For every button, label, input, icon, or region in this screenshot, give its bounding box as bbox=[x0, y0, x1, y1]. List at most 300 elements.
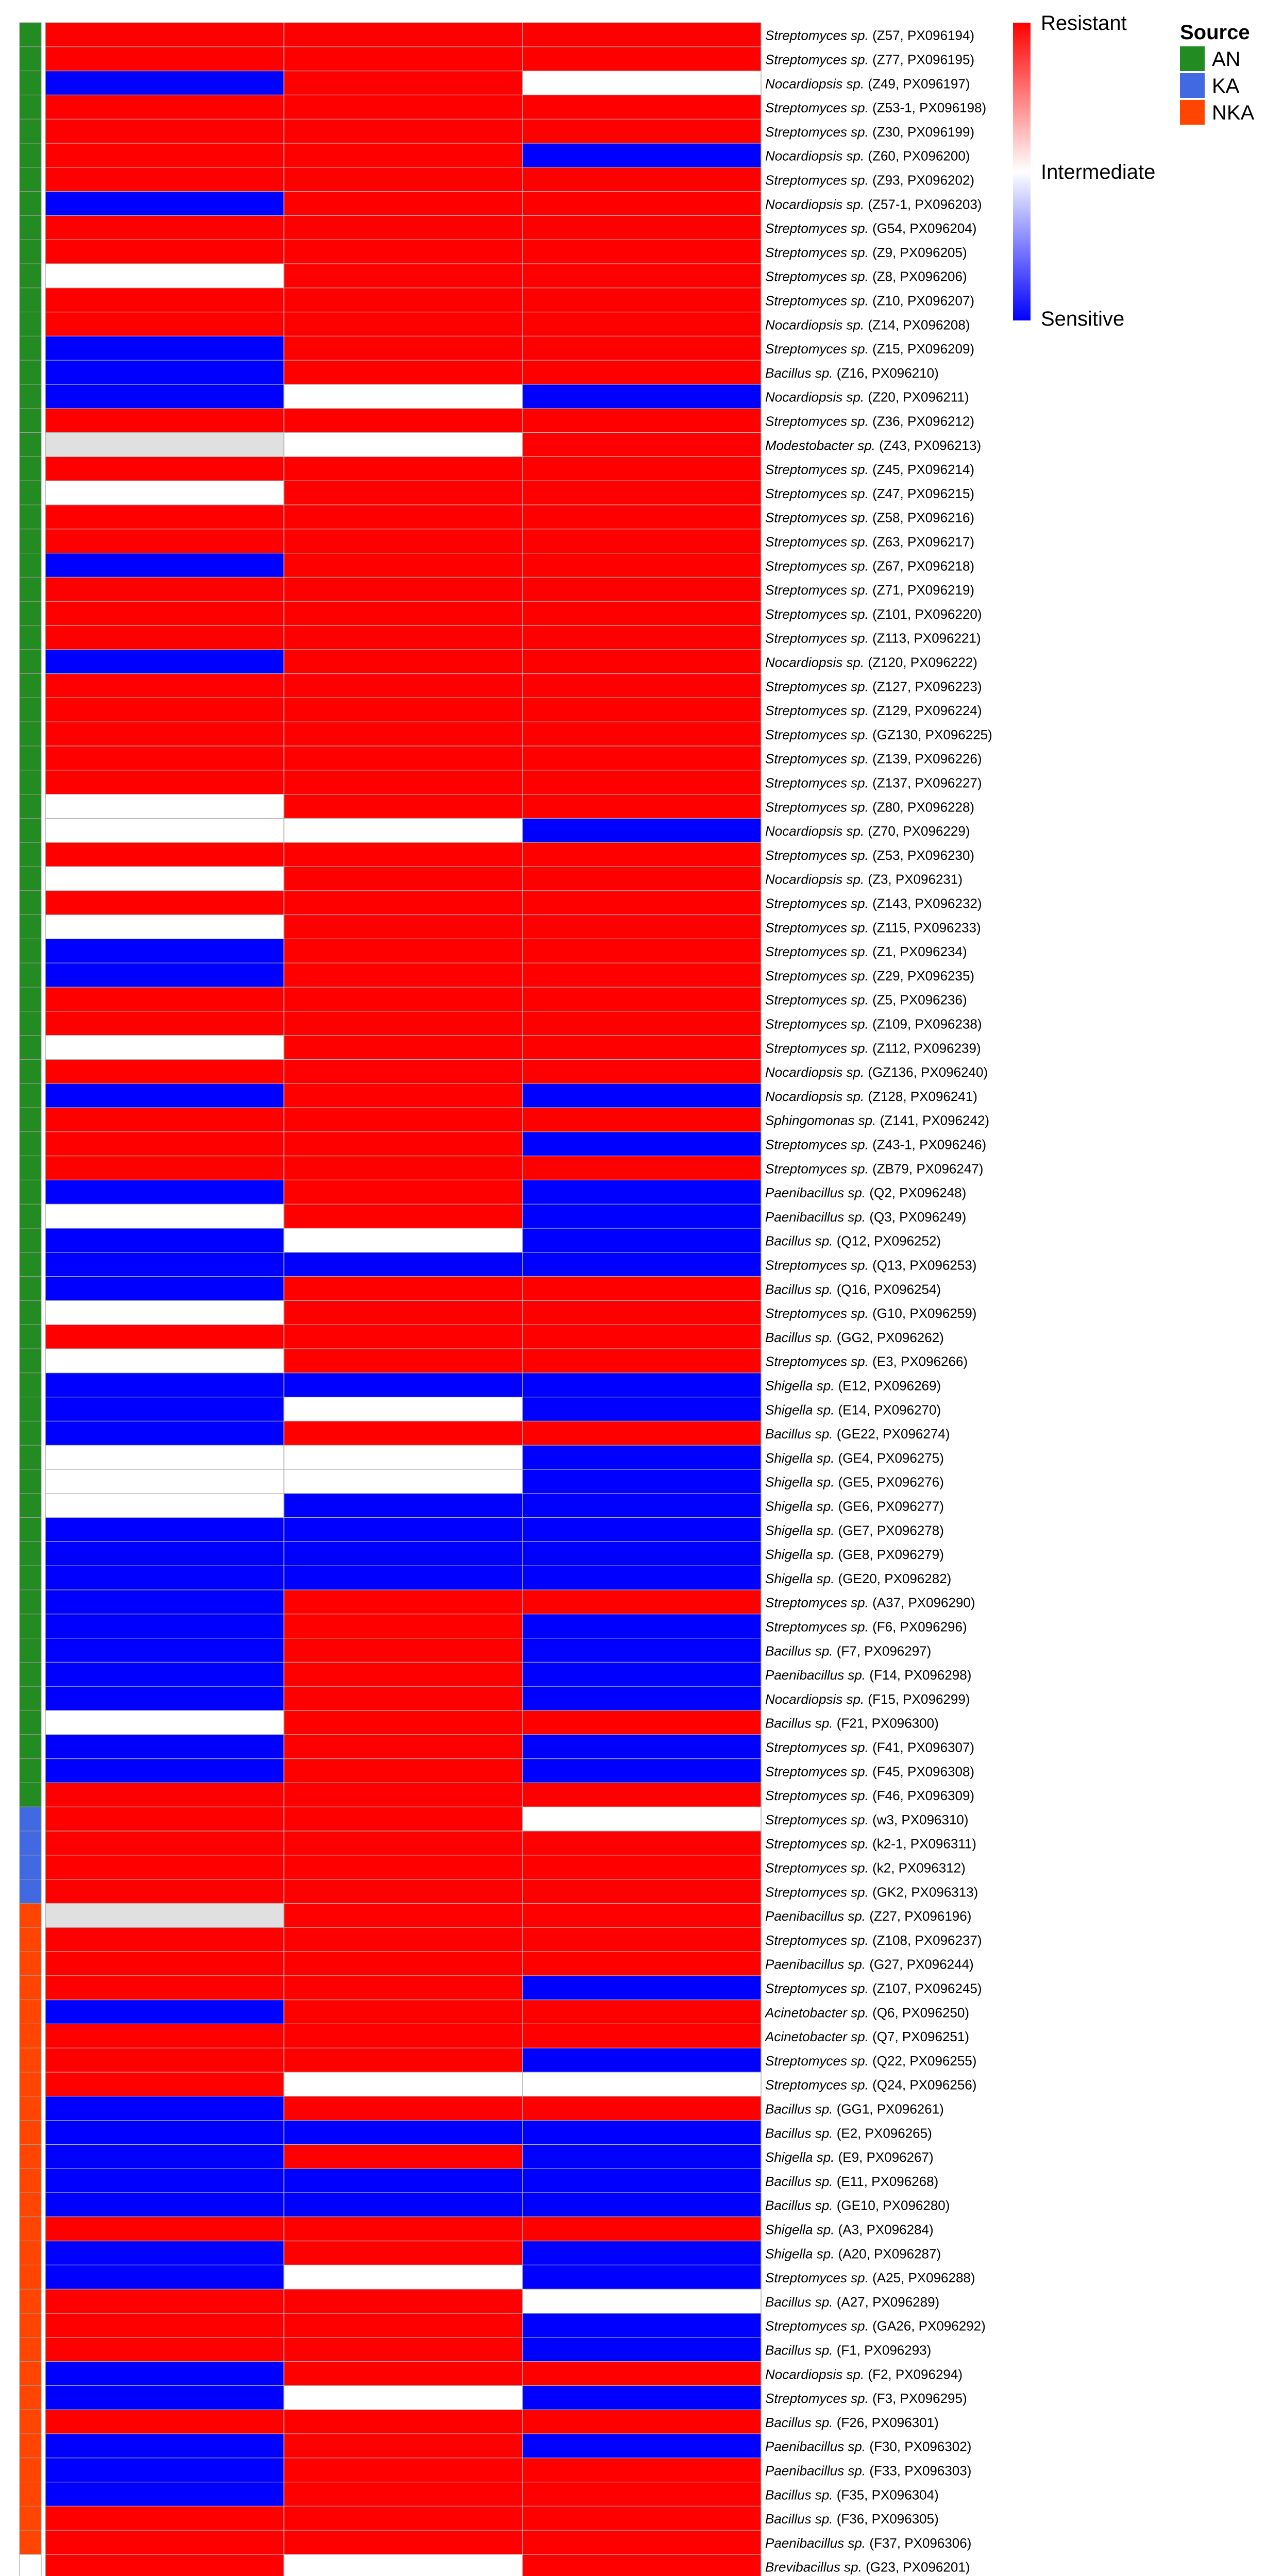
heatmap-cell bbox=[45, 47, 284, 71]
heatmap-cell bbox=[45, 746, 284, 770]
source-cell bbox=[20, 2289, 41, 2313]
heatmap-cell bbox=[284, 698, 522, 722]
heatmap-cell bbox=[284, 650, 522, 674]
heatmap-cell bbox=[284, 1927, 522, 1952]
heatmap-cell bbox=[284, 2554, 522, 2576]
heatmap-cell bbox=[522, 1662, 761, 1686]
source-cell bbox=[20, 529, 41, 553]
heatmap-cell bbox=[284, 47, 522, 71]
legend-swatch-ka bbox=[1180, 73, 1205, 98]
heatmap-cell bbox=[284, 674, 522, 698]
heatmap-cell bbox=[522, 939, 761, 963]
row-label: Bacillus sp. (GE10, PX096280) bbox=[765, 2197, 950, 2213]
row-label: Streptomyces sp. (Z47, PX096215) bbox=[765, 485, 975, 501]
heatmap-cell bbox=[45, 1807, 284, 1831]
heatmap-cell bbox=[284, 1541, 522, 1566]
heatmap-cell bbox=[284, 842, 522, 867]
heatmap-cell bbox=[45, 842, 284, 867]
row-label: Streptomyces sp. (Z53-1, PX096198) bbox=[765, 100, 987, 116]
heatmap-cell bbox=[522, 95, 761, 119]
heatmap-cell bbox=[284, 601, 522, 625]
source-cell bbox=[20, 939, 41, 963]
source-cell bbox=[20, 577, 41, 601]
heatmap-cell bbox=[45, 818, 284, 842]
source-cell bbox=[20, 1277, 41, 1301]
heatmap-cell bbox=[284, 577, 522, 601]
heatmap-cell bbox=[45, 2313, 284, 2337]
heatmap-cell bbox=[45, 409, 284, 433]
source-cell bbox=[20, 2313, 41, 2337]
heatmap-cell bbox=[522, 915, 761, 939]
heatmap-cell bbox=[45, 1638, 284, 1663]
source-cell bbox=[20, 987, 41, 1011]
heatmap-cell bbox=[522, 1566, 761, 1590]
heatmap-cell bbox=[522, 71, 761, 95]
source-cell bbox=[20, 71, 41, 95]
row-label: Bacillus sp. (F36, PX096305) bbox=[765, 2511, 939, 2527]
heatmap-cell bbox=[284, 312, 522, 336]
color-legend-bar bbox=[1013, 23, 1031, 320]
heatmap-cell bbox=[522, 1614, 761, 1638]
heatmap-cell bbox=[45, 2144, 284, 2168]
row-label: Streptomyces sp. (F46, PX096309) bbox=[765, 1788, 975, 1804]
heatmap-cell bbox=[284, 625, 522, 650]
heatmap-cell bbox=[284, 240, 522, 264]
row-label: Paenibacillus sp. (Q2, PX096248) bbox=[765, 1185, 967, 1201]
row-label: Shigella sp. (E9, PX096267) bbox=[765, 2149, 934, 2165]
heatmap-cell bbox=[522, 240, 761, 264]
row-label: Streptomyces sp. (Z143, PX096232) bbox=[765, 895, 982, 911]
row-label: Streptomyces sp. (F3, PX096295) bbox=[765, 2391, 967, 2406]
heatmap-cell bbox=[284, 2482, 522, 2506]
heatmap-cell bbox=[522, 2313, 761, 2337]
heatmap-cell bbox=[522, 577, 761, 601]
row-label: Streptomyces sp. (Z67, PX096218) bbox=[765, 558, 975, 574]
heatmap-cell bbox=[45, 481, 284, 505]
source-cell bbox=[20, 2337, 41, 2362]
heatmap-cell bbox=[284, 1952, 522, 1976]
heatmap-cell bbox=[284, 2434, 522, 2458]
source-cell bbox=[20, 264, 41, 288]
heatmap-cell bbox=[45, 1686, 284, 1710]
row-label: Bacillus sp. (GG1, PX096261) bbox=[765, 2101, 944, 2117]
heatmap-cell bbox=[522, 1204, 761, 1228]
row-label: Streptomyces sp. (Z53, PX096230) bbox=[765, 847, 975, 863]
source-cell bbox=[20, 336, 41, 360]
source-cell bbox=[20, 2072, 41, 2096]
heatmap-cell bbox=[522, 601, 761, 625]
row-label: Bacillus sp. (Q16, PX096254) bbox=[765, 1281, 941, 1297]
heatmap-cell bbox=[284, 891, 522, 915]
source-cell bbox=[20, 1710, 41, 1735]
heatmap-cell bbox=[45, 192, 284, 216]
heatmap-cell bbox=[522, 192, 761, 216]
heatmap-cell bbox=[284, 1638, 522, 1663]
heatmap-cell bbox=[284, 143, 522, 167]
heatmap-cell bbox=[284, 119, 522, 143]
heatmap-cell bbox=[522, 867, 761, 891]
heatmap-cell bbox=[522, 1759, 761, 1783]
row-label: Streptomyces sp. (Z43-1, PX096246) bbox=[765, 1137, 987, 1153]
heatmap-cell bbox=[45, 1662, 284, 1686]
legend-sensitive-label: Sensitive bbox=[1041, 308, 1125, 330]
heatmap-cell bbox=[284, 23, 522, 47]
row-label: Streptomyces sp. (Z63, PX096217) bbox=[765, 534, 975, 550]
source-cell bbox=[20, 2434, 41, 2458]
row-label: Shigella sp. (E14, PX096270) bbox=[765, 1402, 941, 1418]
heatmap-cell bbox=[45, 167, 284, 192]
heatmap-cell bbox=[522, 674, 761, 698]
source-cell bbox=[20, 1059, 41, 1083]
legend-intermediate-label: Intermediate bbox=[1041, 161, 1156, 183]
heatmap-cell bbox=[284, 1373, 522, 1397]
heatmap-cell bbox=[284, 1277, 522, 1301]
heatmap-cell bbox=[284, 2121, 522, 2145]
legend-nka-label: NKA bbox=[1212, 101, 1255, 124]
heatmap-cell bbox=[522, 1879, 761, 1904]
heatmap-cell bbox=[284, 1855, 522, 1879]
heatmap-cell bbox=[522, 1541, 761, 1566]
heatmap-cell bbox=[522, 2024, 761, 2048]
row-label: Bacillus sp. (Z16, PX096210) bbox=[765, 365, 939, 381]
legend-resistant-label: Resistant bbox=[1041, 12, 1127, 35]
heatmap-cell bbox=[45, 770, 284, 794]
heatmap-cell bbox=[522, 1373, 761, 1397]
heatmap-cell bbox=[522, 722, 761, 746]
heatmap-cell bbox=[522, 433, 761, 457]
heatmap-cell bbox=[45, 2121, 284, 2145]
heatmap-cell bbox=[522, 360, 761, 384]
source-cell bbox=[20, 1686, 41, 1710]
row-label: Streptomyces sp. (Z80, PX096228) bbox=[765, 799, 975, 815]
heatmap-cell bbox=[284, 1759, 522, 1783]
row-label: Streptomyces sp. (Z109, PX096238) bbox=[765, 1016, 982, 1032]
heatmap-cell bbox=[284, 1132, 522, 1156]
source-cell bbox=[20, 625, 41, 650]
row-label: Shigella sp. (GE4, PX096275) bbox=[765, 1450, 944, 1466]
row-label: Streptomyces sp. (Z5, PX096236) bbox=[765, 992, 967, 1008]
source-cell bbox=[20, 1036, 41, 1060]
heatmap-cell bbox=[522, 1638, 761, 1663]
heatmap-cell bbox=[45, 2410, 284, 2434]
row-label: Streptomyces sp. (Z93, PX096202) bbox=[765, 172, 975, 188]
heatmap-cell bbox=[522, 2265, 761, 2289]
heatmap-cell bbox=[45, 1831, 284, 1855]
heatmap-cell bbox=[45, 1421, 284, 1445]
heatmap-cell bbox=[522, 1349, 761, 1373]
heatmap-cell bbox=[522, 47, 761, 71]
heatmap-cell bbox=[45, 2458, 284, 2482]
heatmap-cell bbox=[284, 2530, 522, 2554]
source-cell bbox=[20, 384, 41, 409]
source-cell bbox=[20, 1807, 41, 1831]
row-label: Streptomyces sp. (Z29, PX096235) bbox=[765, 968, 975, 984]
row-label: Bacillus sp. (Q12, PX096252) bbox=[765, 1233, 941, 1249]
heatmap-cell bbox=[522, 2048, 761, 2072]
source-cell bbox=[20, 2193, 41, 2217]
heatmap-cell bbox=[45, 384, 284, 409]
heatmap-cell bbox=[45, 1469, 284, 1494]
heatmap-cell bbox=[284, 1011, 522, 1036]
source-cell bbox=[20, 2265, 41, 2289]
heatmap-cell bbox=[522, 1036, 761, 1060]
heatmap-cell bbox=[522, 505, 761, 529]
row-label: Streptomyces sp. (Z129, PX096224) bbox=[765, 703, 982, 719]
heatmap-cell bbox=[45, 2193, 284, 2217]
source-cell bbox=[20, 1638, 41, 1663]
heatmap-cell bbox=[45, 987, 284, 1011]
row-label: Streptomyces sp. (F6, PX096296) bbox=[765, 1619, 967, 1635]
heatmap-cell bbox=[45, 360, 284, 384]
heatmap-cell bbox=[522, 1132, 761, 1156]
heatmap-cell bbox=[45, 1204, 284, 1228]
row-label: Shigella sp. (GE6, PX096277) bbox=[765, 1498, 944, 1514]
source-cell bbox=[20, 2217, 41, 2241]
heatmap-cell bbox=[45, 95, 284, 119]
heatmap-cell bbox=[284, 1445, 522, 1469]
heatmap-cell bbox=[284, 2458, 522, 2482]
heatmap-cell bbox=[45, 1325, 284, 1349]
heatmap-cell bbox=[522, 1590, 761, 1614]
source-cell bbox=[20, 119, 41, 143]
source-cell bbox=[20, 818, 41, 842]
color-legend bbox=[1013, 12, 1155, 330]
heatmap-cell bbox=[522, 1735, 761, 1759]
heatmap-cell bbox=[45, 1735, 284, 1759]
source-cell bbox=[20, 505, 41, 529]
heatmap-cell bbox=[45, 2000, 284, 2024]
heatmap-cell bbox=[45, 215, 284, 240]
heatmap-cell bbox=[284, 360, 522, 384]
heatmap-cell bbox=[284, 1421, 522, 1445]
heatmap-cell bbox=[284, 1903, 522, 1927]
heatmap-cell bbox=[284, 505, 522, 529]
heatmap-cell bbox=[45, 2241, 284, 2265]
heatmap-cell bbox=[284, 1614, 522, 1638]
heatmap-cell bbox=[45, 1879, 284, 1904]
heatmap-cell bbox=[45, 1011, 284, 1036]
source-cell bbox=[20, 143, 41, 167]
row-label: Shigella sp. (A20, PX096287) bbox=[765, 2246, 941, 2262]
row-label: Shigella sp. (E12, PX096269) bbox=[765, 1378, 941, 1394]
heatmap-cell bbox=[284, 336, 522, 360]
heatmap-cell bbox=[522, 963, 761, 987]
row-label: Modestobacter sp. (Z43, PX096213) bbox=[765, 437, 982, 453]
heatmap-cell bbox=[284, 264, 522, 288]
heatmap-cell bbox=[284, 1325, 522, 1349]
source-cell bbox=[20, 2241, 41, 2265]
source-cell bbox=[20, 1011, 41, 1036]
heatmap-cell bbox=[45, 23, 284, 47]
source-cell bbox=[20, 1325, 41, 1349]
heatmap-cell bbox=[522, 456, 761, 481]
source-cell bbox=[20, 1180, 41, 1204]
heatmap-cell bbox=[284, 818, 522, 842]
heatmap-cell bbox=[45, 1903, 284, 1927]
row-label: Streptomyces sp. (Q22, PX096255) bbox=[765, 2053, 977, 2069]
heatmap-cell bbox=[522, 167, 761, 192]
heatmap-cell bbox=[284, 1300, 522, 1325]
source-cell bbox=[20, 2482, 41, 2506]
heatmap-cell bbox=[45, 915, 284, 939]
heatmap-cell bbox=[45, 2048, 284, 2072]
heatmap-cell bbox=[45, 1300, 284, 1325]
heatmap-cell bbox=[284, 409, 522, 433]
heatmap-cell bbox=[522, 1783, 761, 1807]
source-cell bbox=[20, 1783, 41, 1807]
source-cell bbox=[20, 2096, 41, 2121]
row-label: Bacillus sp. (F7, PX096297) bbox=[765, 1643, 932, 1659]
heatmap-cell bbox=[284, 2313, 522, 2337]
heatmap-cell bbox=[522, 1952, 761, 1976]
heatmap-cell bbox=[45, 2289, 284, 2313]
heatmap-cell bbox=[284, 939, 522, 963]
heatmap-cell bbox=[45, 2096, 284, 2121]
heatmap-cell bbox=[522, 1059, 761, 1083]
heatmap-cell bbox=[522, 987, 761, 1011]
heatmap-cell bbox=[45, 2506, 284, 2530]
heatmap-cell bbox=[45, 456, 284, 481]
row-label: Acinetobacter sp. (Q6, PX096250) bbox=[765, 2005, 970, 2021]
source-cell bbox=[20, 601, 41, 625]
heatmap-cell bbox=[45, 698, 284, 722]
row-label: Streptomyces sp. (Q13, PX096253) bbox=[765, 1257, 977, 1273]
heatmap-cell bbox=[45, 1445, 284, 1469]
heatmap-cell bbox=[522, 1494, 761, 1518]
heatmap-cell bbox=[45, 1952, 284, 1976]
source-cell bbox=[20, 481, 41, 505]
row-label: Streptomyces sp. (Z71, PX096219) bbox=[765, 582, 975, 598]
heatmap-cell bbox=[522, 842, 761, 867]
heatmap-cell bbox=[45, 867, 284, 891]
source-cell bbox=[20, 1204, 41, 1228]
source-cell bbox=[20, 1662, 41, 1686]
heatmap-cell bbox=[284, 1469, 522, 1494]
heatmap-cell bbox=[522, 1325, 761, 1349]
row-label: Streptomyces sp. (Q24, PX096256) bbox=[765, 2077, 977, 2093]
heatmap-cell bbox=[284, 95, 522, 119]
heatmap-cell bbox=[45, 264, 284, 288]
heatmap-cell bbox=[45, 1228, 284, 1252]
heatmap-cell bbox=[284, 915, 522, 939]
legend-an-label: AN bbox=[1212, 48, 1241, 71]
source-cell bbox=[20, 746, 41, 770]
heatmap-cell bbox=[45, 336, 284, 360]
source-cell bbox=[20, 1228, 41, 1252]
heatmap-cell bbox=[45, 577, 284, 601]
heatmap-cell bbox=[284, 2362, 522, 2386]
heatmap-cell bbox=[522, 1108, 761, 1132]
source-cell bbox=[20, 312, 41, 336]
row-label: Streptomyces sp. (Z113, PX096221) bbox=[765, 630, 981, 646]
source-cell bbox=[20, 167, 41, 192]
heatmap-cell bbox=[45, 722, 284, 746]
heatmap-cell bbox=[284, 1036, 522, 1060]
heatmap-cell bbox=[45, 240, 284, 264]
source-cell bbox=[20, 2048, 41, 2072]
heatmap-cell bbox=[522, 1831, 761, 1855]
source-cell bbox=[20, 891, 41, 915]
heatmap-cell bbox=[522, 2458, 761, 2482]
row-label: Streptomyces sp. (Z101, PX096220) bbox=[765, 606, 982, 622]
row-label: Streptomyces sp. (Z30, PX096199) bbox=[765, 124, 975, 140]
heatmap-cell bbox=[522, 384, 761, 409]
source-cell bbox=[20, 1735, 41, 1759]
source-cell bbox=[20, 1759, 41, 1783]
heatmap-cell bbox=[284, 1397, 522, 1421]
heatmap-cell bbox=[45, 1277, 284, 1301]
heatmap-cell bbox=[522, 625, 761, 650]
heatmap-cell bbox=[45, 1518, 284, 1542]
heatmap-cell bbox=[45, 1590, 284, 1614]
row-label: Streptomyces sp. (Z107, PX096245) bbox=[765, 1980, 982, 1996]
heatmap-cell bbox=[522, 529, 761, 553]
row-label: Paenibacillus sp. (F30, PX096302) bbox=[765, 2438, 972, 2454]
source-cell bbox=[20, 360, 41, 384]
heatmap-cell bbox=[45, 2265, 284, 2289]
heatmap-cell bbox=[45, 1759, 284, 1783]
row-label: Paenibacillus sp. (Z27, PX096196) bbox=[765, 1908, 972, 1924]
heatmap-cell bbox=[45, 601, 284, 625]
row-label: Streptomyces sp. (Z115, PX096233) bbox=[765, 920, 981, 936]
heatmap-cell bbox=[284, 2217, 522, 2241]
row-label: Brevibacillus sp. (G23, PX096201) bbox=[765, 2559, 970, 2575]
heatmap-cell bbox=[522, 1855, 761, 1879]
heatmap-cell bbox=[522, 1421, 761, 1445]
source-cell bbox=[20, 2530, 41, 2554]
heatmap-cell bbox=[284, 481, 522, 505]
heatmap-cell bbox=[45, 1059, 284, 1083]
row-label: Paenibacillus sp. (Q3, PX096249) bbox=[765, 1209, 967, 1225]
heatmap-cell bbox=[522, 1228, 761, 1252]
source-cell bbox=[20, 47, 41, 71]
row-label: Streptomyces sp. (Z108, PX096237) bbox=[765, 1932, 982, 1948]
row-label: Streptomyces sp. (Z77, PX096195) bbox=[765, 52, 975, 67]
row-label: Streptomyces sp. (GA26, PX096292) bbox=[765, 2318, 986, 2334]
heatmap-cell bbox=[284, 2410, 522, 2434]
row-label: Streptomyces sp. (w3, PX096310) bbox=[765, 1811, 969, 1827]
heatmap-cell bbox=[522, 1083, 761, 1108]
heatmap-cell bbox=[284, 2168, 522, 2193]
legend-swatch-an bbox=[1180, 46, 1205, 71]
heatmap-cell bbox=[522, 1156, 761, 1180]
source-legend-title: Source bbox=[1180, 21, 1250, 44]
source-cell bbox=[20, 722, 41, 746]
row-label: Nocardiopsis sp. (Z70, PX096229) bbox=[765, 823, 970, 839]
heatmap-cell bbox=[522, 818, 761, 842]
heatmap-cell bbox=[522, 2144, 761, 2168]
source-cell bbox=[20, 1156, 41, 1180]
heatmap-cell bbox=[522, 1710, 761, 1735]
source-cell bbox=[20, 674, 41, 698]
source-cell bbox=[20, 1976, 41, 2000]
source-cell bbox=[20, 1132, 41, 1156]
row-label: Nocardiopsis sp. (Z14, PX096208) bbox=[765, 317, 970, 333]
heatmap-cell bbox=[284, 1831, 522, 1855]
row-label: Streptomyces sp. (Z112, PX096239) bbox=[765, 1040, 981, 1056]
heatmap-cell bbox=[522, 264, 761, 288]
row-label: Streptomyces sp. (Z8, PX096206) bbox=[765, 268, 967, 284]
heatmap-cell bbox=[522, 143, 761, 167]
source-cell bbox=[20, 2385, 41, 2410]
heatmap-cell bbox=[284, 71, 522, 95]
heatmap-cell bbox=[45, 433, 284, 457]
source-cell bbox=[20, 1397, 41, 1421]
source-cell bbox=[20, 1252, 41, 1277]
source-cell bbox=[20, 1855, 41, 1879]
row-label: Streptomyces sp. (G10, PX096259) bbox=[765, 1306, 977, 1321]
source-cell bbox=[20, 2362, 41, 2386]
